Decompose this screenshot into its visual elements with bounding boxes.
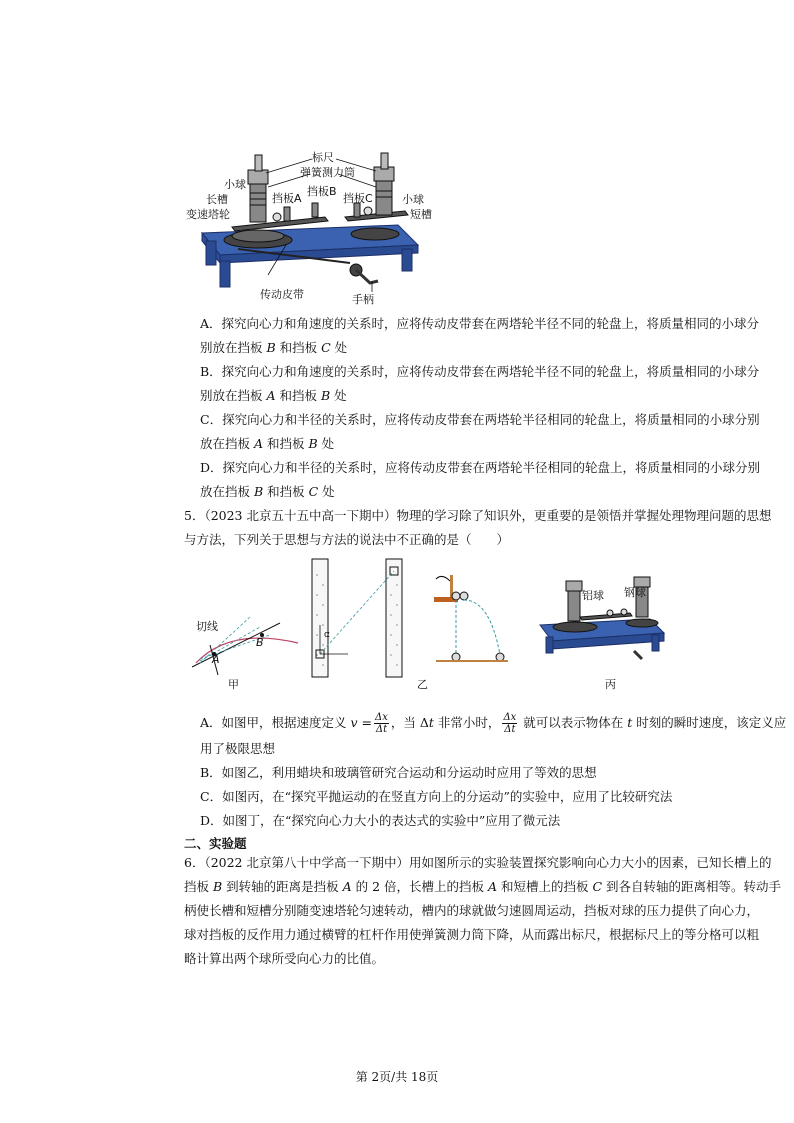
q5-option-c: C．如图丙，在“探究平抛运动的在竖直方向上的分运动”的实验中，应用了比较研究法: [200, 789, 673, 804]
q4-option-c-line2: 放在挡板 A 和挡板 B 处: [200, 436, 335, 451]
section-heading-experiment: 二、实验题: [184, 836, 247, 851]
q5-fig-alpha: α: [324, 630, 330, 640]
label-ball-right: 小球: [402, 193, 424, 206]
q4-option-d-line1: D．探究向心力和半径的关系时，应将传动皮带套在两塔轮半径相同的轮盘上，将质量相同的小球分别: [200, 460, 761, 475]
q6-line3: 柄使长槽和短槽分别随变速塔轮匀速转动，槽内的球就做匀速圆周运动，挡板对球的压力提供了向心力，: [184, 903, 760, 918]
label-baffle-b: 挡板B: [307, 185, 337, 198]
q5-fig-point-a: A: [212, 653, 220, 666]
q5-option-a-line2: 用了极限思想: [200, 741, 276, 756]
q4-option-b-line1: B．探究向心力和角速度的关系时，应将传动皮带套在两塔轮半径不同的轮盘上，将质量相同的小球分: [200, 364, 760, 379]
q5-option-d: D．如图丁，在“探究向心力大小的表达式的实验中”应用了微元法: [200, 813, 561, 828]
q5-fig-caption-yi: 乙: [417, 678, 428, 691]
label-baffle-a: 挡板A: [272, 192, 302, 205]
label-baffle-c: 挡板C: [343, 192, 373, 205]
label-handle: 手柄: [352, 293, 374, 306]
page-footer: 第 2页/共 18页: [355, 1070, 439, 1084]
q6-line4: 球对挡板的反作用力通过横臂的杠杆作用使弹簧测力筒下降，从而露出标尺，根据标尺上的等分格可以粗: [184, 927, 760, 942]
q4-option-c-line1: C．探究向心力和半径的关系时，应将传动皮带套在两塔轮半径相同的轮盘上，将质量相同的小球分别: [200, 412, 760, 427]
apparatus-figure: [180, 145, 440, 310]
q4-option-b-line2: 别放在挡板 A 和挡板 B 处: [200, 388, 347, 403]
label-ball-left: 小球: [224, 178, 246, 191]
q5-fig-point-b: B: [256, 636, 264, 649]
label-ruler: 标尺: [312, 151, 334, 164]
q5-option-a-line1: A．如图甲，根据速度定义 v = $\frac{\Delta x}{\Delta t}$ ，当 Δt 非常小时， $\frac{\Delta x}{\Delta t}$ 就可以表示物体在 t 时刻的瞬时速度，该定义应: [200, 712, 787, 735]
q5-stem-line2: 与方法，下列关于思想与方法的说法中不正确的是（ ）: [184, 532, 510, 547]
label-short-groove: 短槽: [410, 208, 432, 221]
label-long-groove: 长槽: [206, 193, 228, 206]
q5-fig-tangent-label: 切线: [196, 620, 218, 633]
q5-fig-aluminum-ball: 铝球: [582, 589, 604, 602]
velocity-fraction: $\frac{\Delta x}{\Delta t}$: [375, 712, 388, 735]
q6-line2: 挡板 B 到转轴的距离是挡板 A 的 2 倍，长槽上的挡板 A 和短槽上的挡板 C 到各自转轴的距离相等。转动手: [184, 879, 782, 894]
q5-stem-line1: 5．（2023 北京五十五中高一下期中）物理的学习除了知识外，更重要的是领悟并掌握处理物理问题的思想: [184, 508, 772, 523]
q5-option-b: B．如图乙，利用蜡块和玻璃管研究合运动和分运动时应用了等效的思想: [200, 765, 597, 780]
label-belt: 传动皮带: [260, 288, 304, 301]
q5-fig-steel-ball: 钢球: [624, 586, 646, 599]
q5-fig-caption-jia: 甲: [228, 678, 239, 691]
q5-figures: [190, 555, 670, 695]
label-tower-wheel: 变速塔轮: [186, 208, 230, 221]
q4-option-d-line2: 放在挡板 B 和挡板 C 处: [200, 484, 335, 499]
q5-figures-drawing: [190, 555, 670, 695]
label-spring-tube: 弹簧测力筒: [300, 166, 355, 179]
q4-option-a-line1: A．探究向心力和角速度的关系时，应将传动皮带套在两塔轮半径不同的轮盘上，将质量相同的小球分: [200, 316, 760, 331]
q6-line1: 6．（2022 北京第八十中学高一下期中）用如图所示的实验装置探究影响向心力大小的因素，已知长槽上的: [184, 855, 772, 870]
q4-option-a-line2: 别放在挡板 B 和挡板 C 处: [200, 340, 348, 355]
q6-line5: 略计算出两个球所受向心力的比值。: [184, 951, 385, 966]
velocity-fraction-2: $\frac{\Delta x}{\Delta t}$: [503, 712, 517, 735]
q5-fig-caption-bing: 丙: [605, 678, 616, 691]
